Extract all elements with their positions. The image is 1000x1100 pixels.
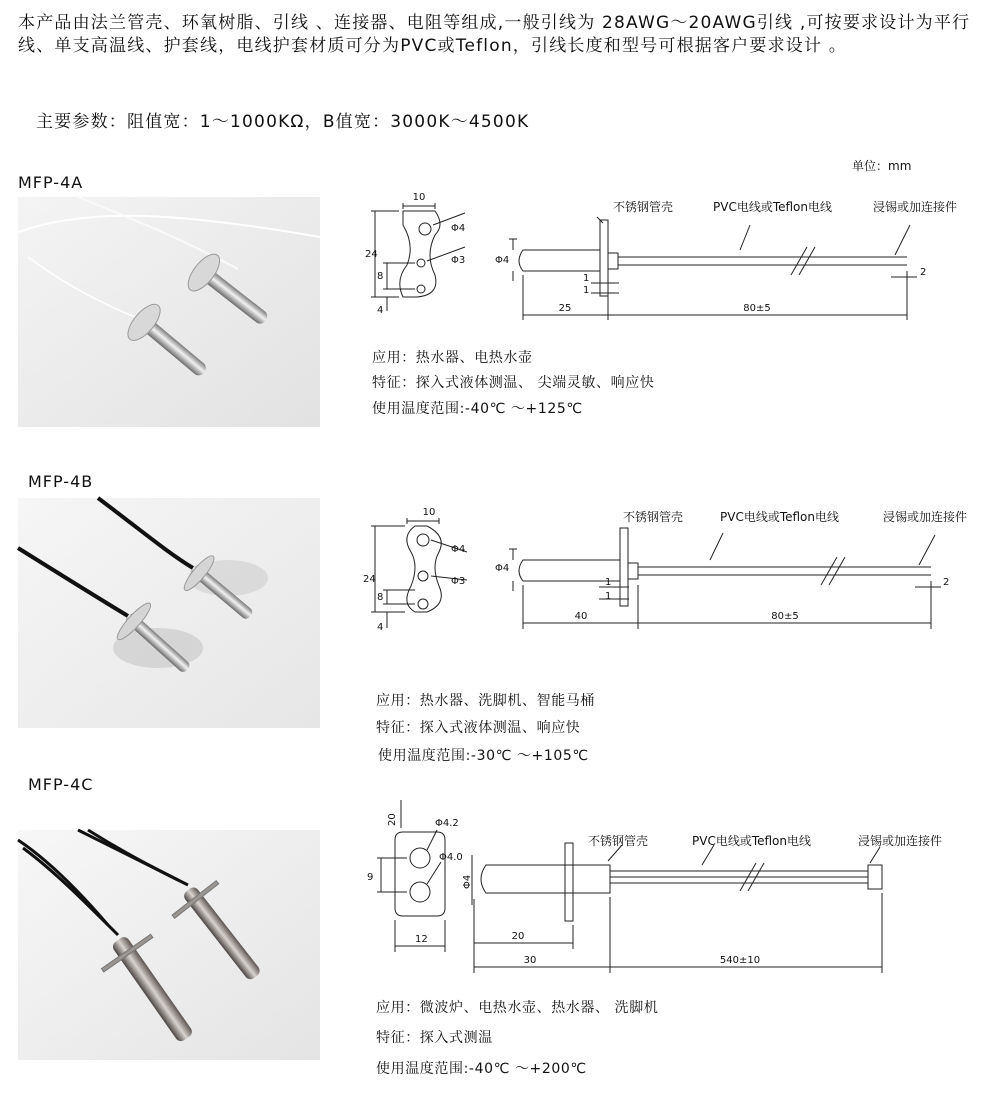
dim-flange-width-4a: 10 [412,192,426,203]
label-wire-4a: PVC电线或Teflon电线 [713,200,833,214]
dim-probe-len-4c: 30 [523,955,537,966]
dim-t1-4b: 1 [605,577,612,588]
dim-t2-4a: 1 [583,285,590,296]
dim-probe-len-4b: 40 [574,611,588,622]
dim-bottom-gap-4a: 4 [377,305,384,316]
dim-probe-len-4a: 25 [558,303,572,314]
label-end-4b: 浸锡或加连接件 [883,510,968,524]
dim-flange-height-4b: 24 [363,574,376,585]
main-parameters: 主要参数：阻值宽：1～1000KΩ，B值宽：3000K～4500K [36,112,530,132]
dim-wire-len-4b: 80±5 [771,611,799,622]
product-photo-4a [18,197,320,427]
dim-flange-width-4c: 12 [415,934,428,945]
feature-4c: 特征：探入式测温 [376,1030,493,1046]
dim-hole-big-4a: Φ4 [451,223,466,234]
label-tube-4b: 不锈钢管壳 [623,510,684,524]
temperature-4c: 使用温度范围:-40℃ ～+200℃ [376,1061,587,1077]
probe-drawing-4c [460,825,943,975]
label-end-4a: 浸锡或加连接件 [873,200,958,214]
dim-hole-b-4c: Φ4.0 [439,852,463,863]
dim-insert-len-4c: 20 [511,931,525,942]
dim-hole-a-4c: Φ4.2 [435,818,459,829]
label-wire-4c: PVC电线或Teflon电线 [692,834,812,848]
application-4b: 应用：热水器、洗脚机、智能马桶 [376,693,595,709]
dim-hole-small-4b: Φ3 [451,576,466,587]
temperature-4a: 使用温度范围:-40℃ ～+125℃ [372,401,583,417]
product-photo-4b [18,498,320,728]
intro-paragraph: 本产品由法兰管壳、环氧树脂、引线 、连接器、电阻等组成,一般引线为 28AWG～20AWG引线 ,可按要求设计为平行线、单支高温线、护套线，电线护套材质可分为PVC或Teflon，引线长度和型号可根据客户要求设计 。 [18,13,971,56]
unit-label: 单位：mm [852,159,912,173]
product-photo-4c [18,830,320,1060]
label-tube-4a: 不锈钢管壳 [613,200,674,214]
probe-drawing-4a [495,195,958,330]
dim-t1-4a: 1 [583,273,590,284]
dim-flange-width-4b: 10 [422,507,436,518]
temperature-4b: 使用温度范围:-30℃ ～+105℃ [378,748,589,764]
model-title-4c: MFP-4C [28,775,94,794]
dim-flange-top-4c: 20 [387,813,398,826]
dim-flange-height-4a: 24 [365,249,378,260]
model-title-4a: MFP-4A [18,173,84,192]
dim-strip-4a: 2 [920,267,927,278]
label-wire-4b: PVC电线或Teflon电线 [720,510,840,524]
dim-strip-4b: 2 [943,577,950,588]
dim-hole-spacing-4b: 8 [377,592,384,603]
dim-hole-spacing-4a: 8 [377,271,384,282]
model-title-4b: MFP-4B [28,472,94,491]
dim-probe-dia-4b: Φ4 [495,563,510,574]
feature-4b: 特征：探入式液体测温、响应快 [376,720,581,736]
label-tube-4c: 不锈钢管壳 [588,834,649,848]
dim-probe-dia-4a: Φ4 [495,255,510,266]
dim-hole-big-4b: Φ4 [451,544,466,555]
dim-hole-spacing-4c: 9 [367,872,374,883]
dim-wire-len-4c: 540±10 [719,955,761,966]
label-end-4c: 浸锡或加连接件 [858,834,943,848]
dim-probe-dia-4c: Φ4 [462,874,473,889]
dim-hole-small-4a: Φ3 [451,255,466,266]
dim-t2-4b: 1 [605,591,612,602]
application-4a: 应用：热水器、电热水壶 [372,350,533,366]
dim-bottom-gap-4b: 4 [377,622,384,633]
application-4c: 应用：微波炉、电热水壶、热水器、 洗脚机 [376,1000,659,1016]
probe-drawing-4b [495,505,968,635]
feature-4a: 特征：探入式液体测温、 尖端灵敏、响应快 [372,375,655,391]
dim-wire-len-4a: 80±5 [743,303,771,314]
